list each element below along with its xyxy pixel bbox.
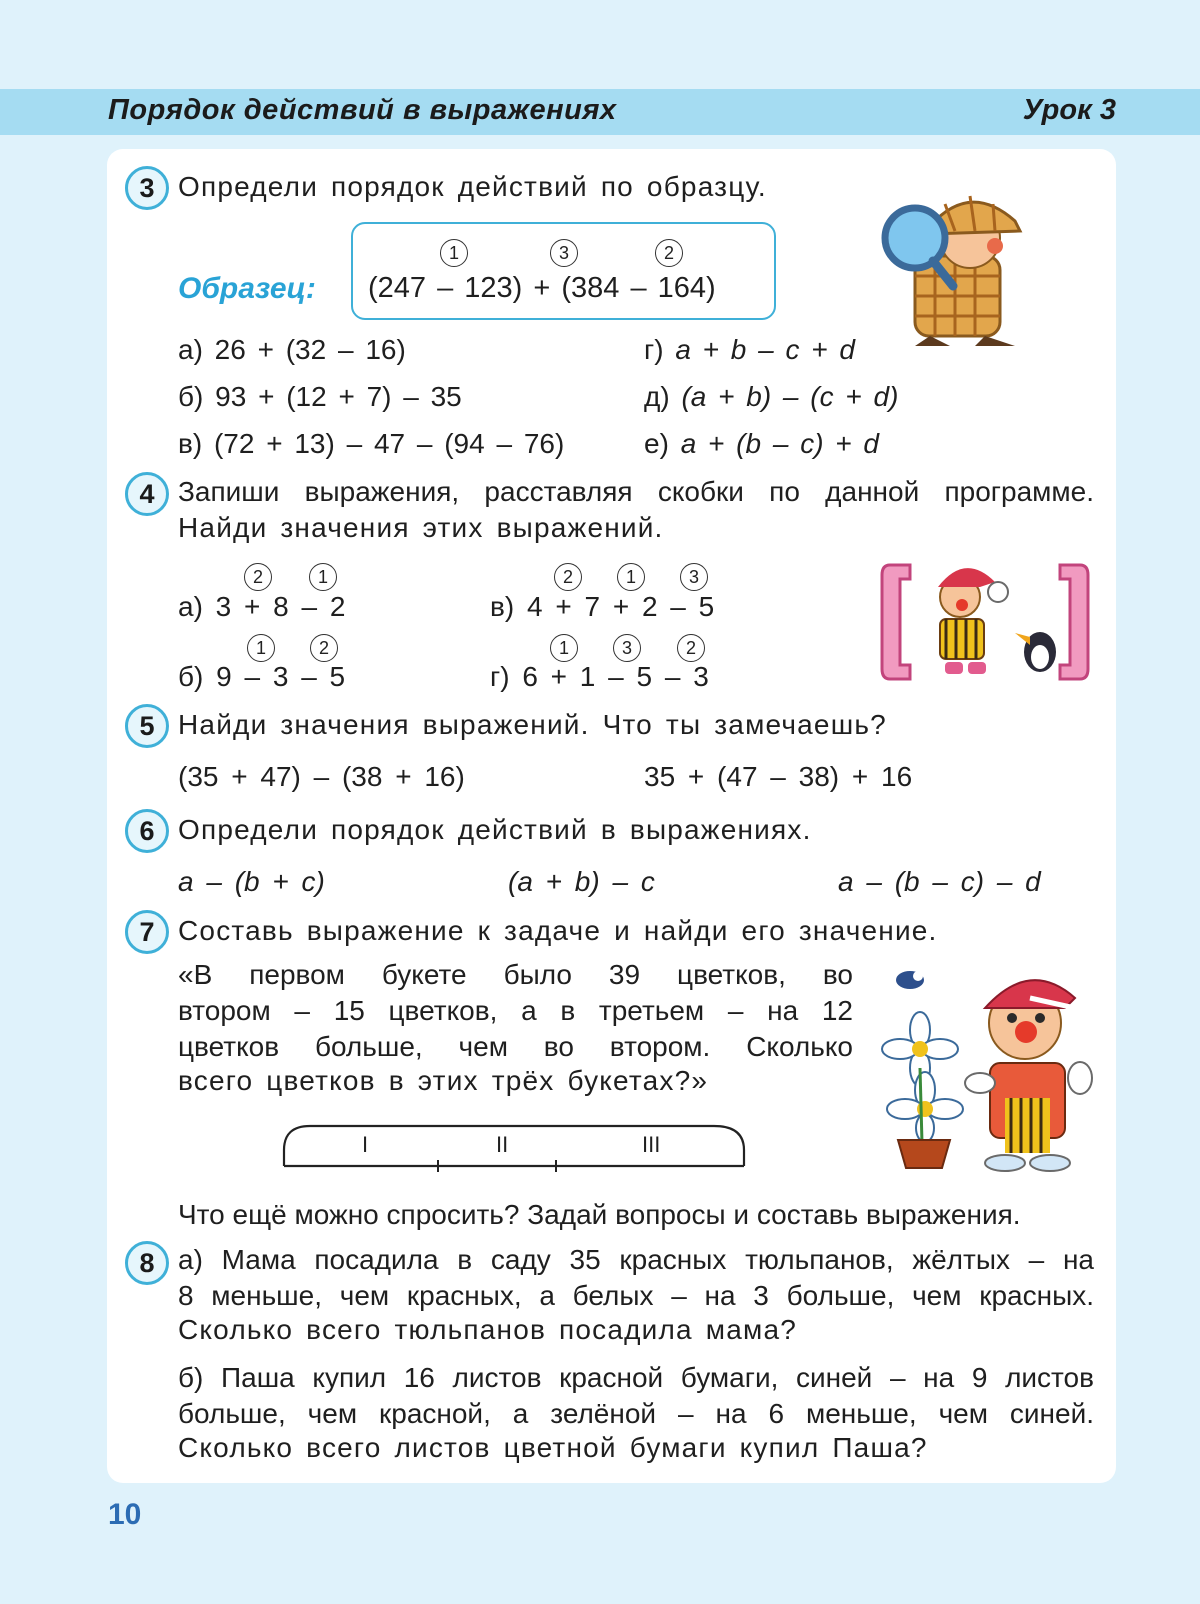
sample-expression: (247 – 123) + (384 – 164) <box>368 272 716 304</box>
task5-expression: (35 + 47) – (38 + 16) <box>178 761 465 792</box>
task5-expression: 35 + (47 – 38) + 16 <box>644 761 913 792</box>
task3-item: б) 93 + (12 + 7) – 35 <box>178 381 462 412</box>
order-mark: 3 <box>680 563 708 591</box>
page-number: 10 <box>108 1498 142 1531</box>
clown-brackets-illustration <box>880 557 1090 692</box>
task6-expression: (a + b) – c <box>508 866 655 897</box>
order-mark: 1 <box>247 634 275 662</box>
task8-text-line: 8 меньше, чем красных, а белых – на 3 больше, чем красных. <box>178 1280 1094 1311</box>
order-mark: 1 <box>617 563 645 591</box>
page-title: Порядок действий в выражениях <box>108 94 617 126</box>
task8-text-line: больше, чем красной, а зелёной – на 6 меньше, чем синей. <box>178 1398 1094 1429</box>
task6-prompt: Определи порядок действий в выражениях. <box>178 814 812 845</box>
order-mark: 3 <box>613 634 641 662</box>
task4-expression: а) 3 + 8 – 2 <box>178 591 346 622</box>
task3-item: в) (72 + 13) – 47 – (94 – 76) <box>178 428 565 459</box>
order-mark: 2 <box>310 634 338 662</box>
task4-expression: в) 4 + 7 + 2 – 5 <box>490 591 715 622</box>
lesson-label: Урок 3 <box>1022 94 1116 126</box>
item-label: е) <box>644 428 669 459</box>
task6-expression: a – (b + c) <box>178 866 325 897</box>
task4-instruction: Запиши выражения, расставляя скобки по данной программе. <box>178 476 1094 507</box>
task3-letter-item <box>644 428 879 460</box>
task6-expression: a – (b – c) – d <box>838 866 1041 897</box>
task3-prompt: Определи порядок действий по образцу. <box>178 171 767 202</box>
item-label: г) <box>644 334 664 365</box>
task5-prompt: Найди значения выражений. Что ты замечаешь? <box>178 709 887 740</box>
order-mark: 2 <box>554 563 582 591</box>
task8-text-line: а) Мама посадила в саду 35 красных тюльпанов, жёлтых – на <box>178 1244 1094 1275</box>
task7-problem-line: цветков больше, чем во втором. Сколько <box>178 1031 853 1062</box>
task-number-badge: 5 <box>125 704 169 748</box>
task7-problem-line: втором – 15 цветков, а в третьем – на 12 <box>178 995 853 1026</box>
order-mark: 2 <box>244 563 272 591</box>
order-mark: 2 <box>655 239 683 267</box>
task3-item: а) 26 + (32 – 16) <box>178 334 406 365</box>
task7-followup: Что ещё можно спросить? Задай вопросы и составь выражения. <box>178 1199 1021 1230</box>
task7-problem-line: «В первом букете было 39 цветков, во <box>178 959 853 990</box>
task4-expression: б) 9 – 3 – 5 <box>178 661 346 692</box>
detective-illustration <box>875 186 1050 351</box>
task3-letter-item <box>644 381 898 413</box>
task-number-badge: 6 <box>125 809 169 853</box>
sample-label: Образец: <box>178 272 316 305</box>
task8-text-line: б) Паша купил 16 листов красной бумаги, синей – на 9 листов <box>178 1362 1094 1393</box>
task4-instruction: Найди значения этих выражений. <box>178 512 664 543</box>
task7-problem-line: всего цветков в этих трёх букетах?» <box>178 1065 709 1096</box>
item-expression: a + b – c + d <box>675 334 855 365</box>
order-mark: 1 <box>440 239 468 267</box>
order-mark: 2 <box>677 634 705 662</box>
segment-label: III <box>642 1132 661 1157</box>
task3-letter-item <box>644 334 855 366</box>
task-number-badge: 4 <box>125 472 169 516</box>
item-label: д) <box>644 381 670 412</box>
task8-text-line: Сколько всего листов цветной бумаги купил Паша? <box>178 1432 928 1463</box>
item-expression: (a + b) – (c + d) <box>681 381 899 412</box>
segment-diagram <box>278 1120 754 1172</box>
item-expression: a + (b – c) + d <box>680 428 880 459</box>
segment-label: II <box>496 1132 509 1157</box>
task-number-badge: 3 <box>125 166 169 210</box>
task7-prompt: Составь выражение к задаче и найди его значение. <box>178 915 938 946</box>
segment-label: I <box>362 1132 369 1157</box>
order-mark: 1 <box>309 563 337 591</box>
task-number-badge: 7 <box>125 910 169 954</box>
task4-expression: г) 6 + 1 – 5 – 3 <box>490 661 709 692</box>
task-number-badge: 8 <box>125 1241 169 1285</box>
clown-flowers-illustration <box>880 968 1095 1173</box>
order-mark: 1 <box>550 634 578 662</box>
order-mark: 3 <box>550 239 578 267</box>
task8-text-line: Сколько всего тюльпанов посадила мама? <box>178 1314 798 1345</box>
